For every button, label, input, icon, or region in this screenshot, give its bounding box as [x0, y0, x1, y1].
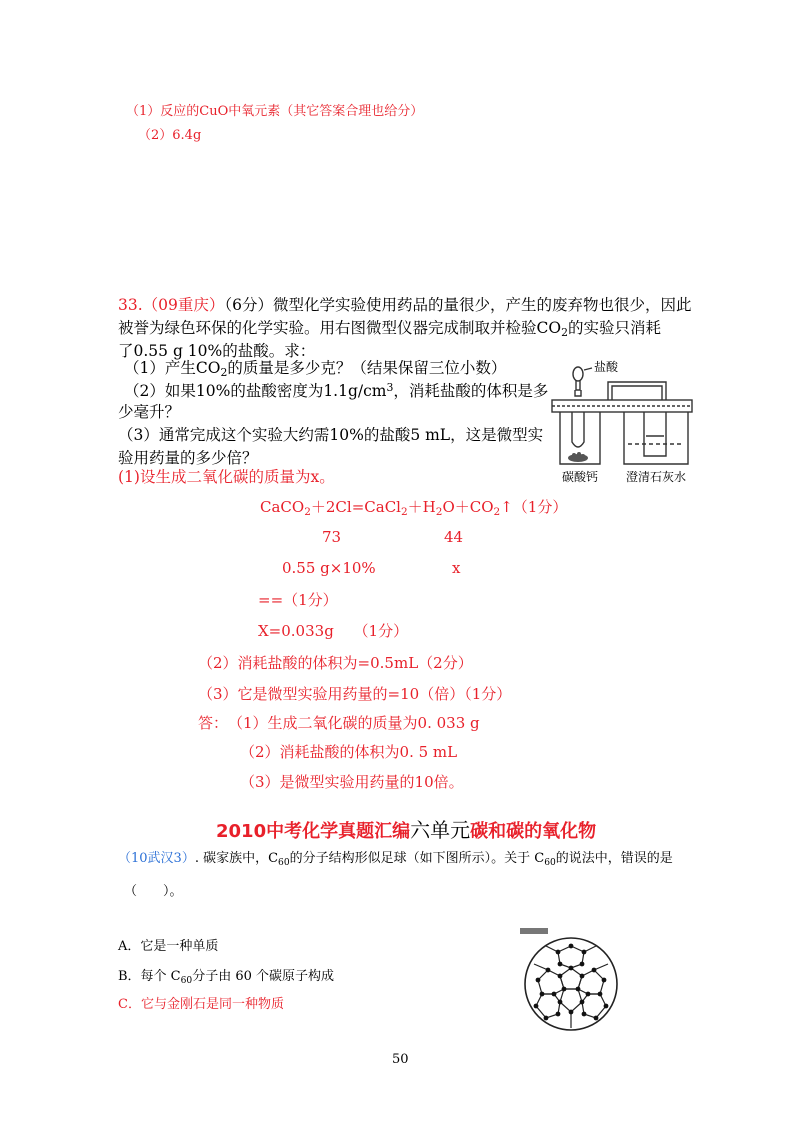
option-c: C．它与金刚石是同一种物质 — [118, 997, 284, 1012]
eq-sub1: 2 — [304, 506, 311, 518]
eq-sub4: 2 — [493, 506, 501, 518]
q33-sub1 — [124, 356, 506, 378]
eq-d: O＋CO — [442, 498, 494, 516]
q33-number: 33. — [118, 296, 143, 314]
q33-text-2-sub: 2 — [561, 326, 568, 339]
q-wuhan-line1 — [118, 847, 673, 866]
answer-label: 答： — [198, 714, 229, 732]
q-wuhan-blank: （ ）。 — [124, 884, 183, 899]
q33-source: （09重庆） — [142, 296, 225, 314]
q-wuhan-sub: 60 — [278, 858, 290, 868]
solution-part3: （3）它是微型实验用药量的=10（倍）（1分） — [198, 685, 512, 703]
q33-sub2-a: （2）如果10%的盐酸密度为1.1g/cm — [124, 382, 387, 400]
eq-a: CaCO — [260, 498, 305, 516]
apparatus-drawing — [548, 360, 700, 484]
option-b-a: B．每个 C — [118, 969, 181, 984]
eq-e: ↑（1分） — [500, 498, 568, 516]
q33-sub2-sup: 3 — [386, 381, 394, 394]
q-wuhan-b: 的分子结构形似足球（如下图所示）。关于 C — [289, 851, 545, 866]
option-b-sub: 60 — [180, 976, 193, 986]
title-year: 2010 — [216, 821, 267, 842]
eq-c: ＋H — [407, 498, 436, 516]
ratio-line: ==（1分） — [258, 591, 338, 609]
q-wuhan-a: . 碳家族中，C — [194, 851, 279, 866]
prev-answer-2: （2）6.4g — [138, 128, 202, 143]
q33-sub1-a: （1）产生CO — [124, 359, 221, 377]
option-b — [118, 965, 334, 984]
molar-mass-caco3: 73 — [322, 528, 342, 546]
q33-line3: 了0.55 g 10%的盐酸。求： — [118, 342, 316, 360]
q33-sub2 — [124, 379, 548, 401]
q33-text-2a: 被誉为绿色环保的化学实验。用右图微型仪器完成制取并检验CO — [118, 319, 562, 337]
page-number: 50 — [392, 1052, 409, 1067]
q-wuhan-source: （10武汉3） — [118, 851, 195, 866]
label-hcl: 盐酸 — [594, 360, 619, 374]
eq-b: ＋2Cl=CaCl — [310, 498, 401, 516]
unknown-x: x — [452, 559, 461, 577]
given-mass: 0.55 g×10% — [282, 559, 376, 577]
molar-mass-co2: 44 — [444, 528, 464, 546]
label-limewater: 澄清石灰水 — [626, 470, 687, 484]
q33-line1 — [118, 293, 692, 315]
q33-score: （6分） — [224, 296, 274, 314]
q33-sub2-b: ，消耗盐酸的体积是多 — [393, 382, 549, 400]
section-title — [216, 814, 596, 843]
q-wuhan-sub2: 60 — [544, 858, 556, 868]
answer-1: （1）生成二氧化碳的质量为0. 033 g — [228, 714, 480, 732]
eq-sub3: 2 — [435, 506, 443, 518]
q33-sub1-sub: 2 — [220, 366, 228, 379]
title-mid: 中考化学真题汇编 — [266, 821, 411, 842]
q33-text-1: 微型化学实验使用药品的量很少，产生的废弃物也很少，因此 — [273, 296, 692, 314]
solution-part2: （2）消耗盐酸的体积为=0.5mL（2分） — [198, 654, 473, 672]
q33-sub1-b: 的质量是多少克？（结果保留三位小数） — [227, 359, 507, 377]
q33-sub3-cont: 验用药量的多少倍？ — [118, 449, 258, 467]
q33-sub2-cont: 少毫升？ — [118, 403, 181, 421]
solution-line1: (1)设生成二氧化碳的质量为x。 — [118, 468, 335, 486]
q33-text-2b: 的实验只消耗 — [567, 319, 661, 337]
c60-figure — [516, 928, 626, 1032]
answer-2: （2）消耗盐酸的体积为0. 5 mL — [240, 743, 458, 761]
q33-sub3: （3）通常完成这个实验大约需10%的盐酸5 mL，这是微型实 — [118, 426, 544, 444]
eq-sub2: 2 — [400, 506, 408, 518]
title-topic: 碳和碳的氧化物 — [470, 821, 597, 842]
answer-3: （3）是微型实验用药量的10倍。 — [240, 773, 464, 791]
c60-ball-icon — [516, 928, 626, 1032]
label-caco3: 碳酸钙 — [562, 470, 599, 484]
option-b-b: 分子由 60 个碳原子构成 — [192, 969, 335, 984]
option-a: A．它是一种单质 — [118, 939, 219, 954]
apparatus-figure — [548, 360, 700, 484]
result-line: X=0.033g （1分） — [258, 622, 409, 640]
prev-answer-1: （1）反应的CuO中氧元素（其它答案合理也给分） — [126, 104, 424, 119]
title-unit: 六单元 — [410, 818, 471, 842]
q33-line2 — [118, 316, 661, 338]
q-wuhan-c: 的说法中，错误的是 — [555, 851, 673, 866]
chemical-equation — [260, 496, 567, 517]
